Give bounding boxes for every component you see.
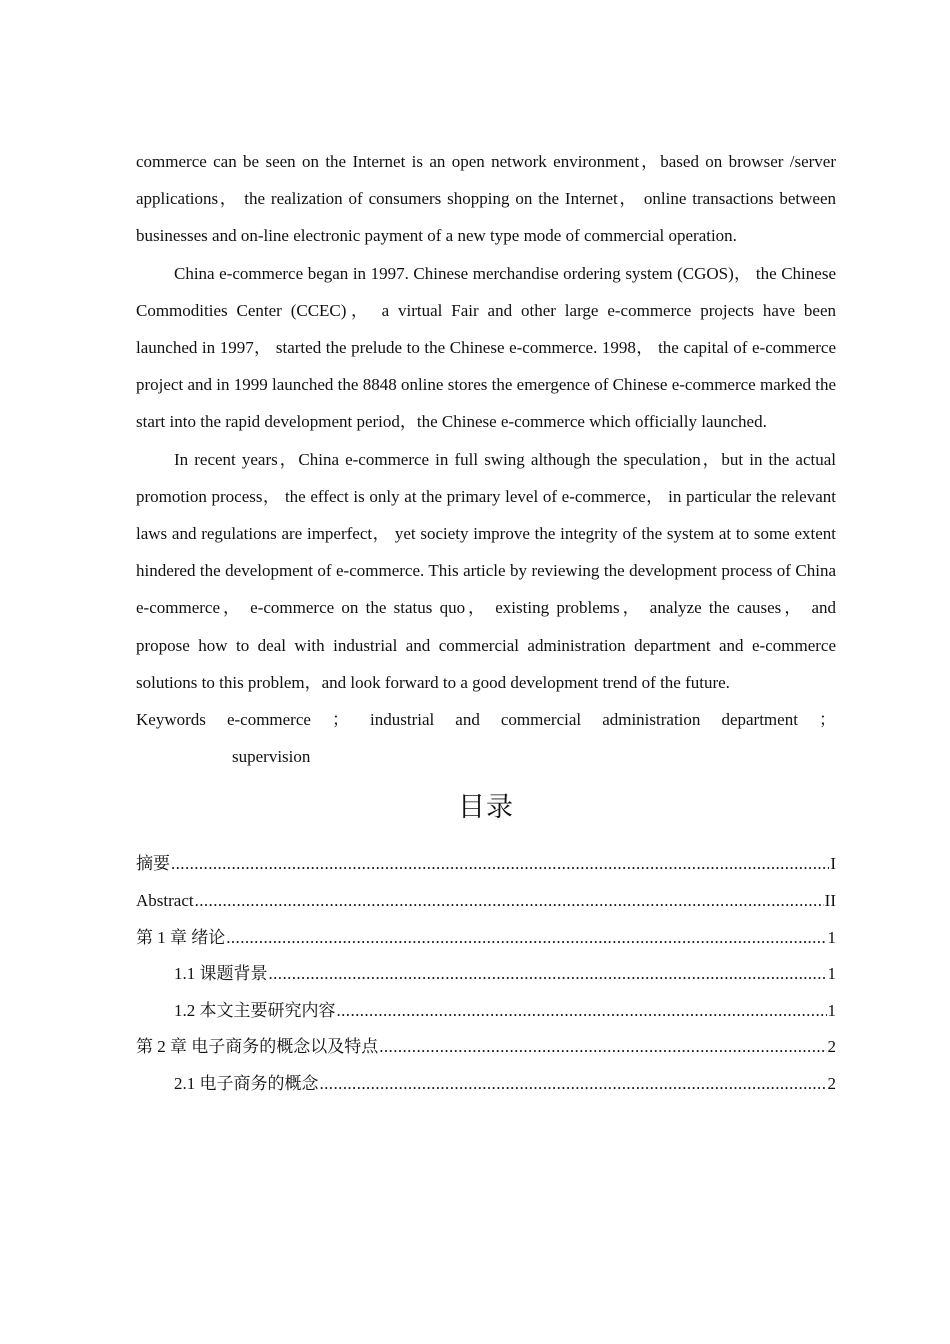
toc-entry[interactable] bbox=[136, 846, 836, 883]
toc-entry-page: II bbox=[824, 891, 836, 911]
abstract-paragraph-1: commerce can be seen on the Internet is an open network environment，based on browser /server applications， the realization of consumers shopping on the Internet， online transactions between businesses and on-line electronic payment of a new type mode of commercial operation. bbox=[136, 152, 836, 246]
toc-entry-label: 第 1 章 绪论 bbox=[136, 927, 226, 947]
toc-entry-label: 第 2 章 电子商务的概念以及特点 bbox=[136, 1037, 379, 1057]
toc-leader-dots bbox=[337, 993, 827, 1030]
toc-entry-label: 1.2 本文主要研究内容 bbox=[174, 1000, 336, 1020]
page-content bbox=[136, 143, 836, 1103]
toc-entry[interactable] bbox=[136, 993, 836, 1030]
table-of-contents bbox=[136, 846, 836, 1102]
keywords-label: Keywords bbox=[136, 710, 206, 730]
toc-entry[interactable] bbox=[136, 956, 836, 993]
toc-entry-page: 1 bbox=[827, 927, 836, 947]
toc-entry-page: 1 bbox=[827, 1000, 836, 1020]
toc-entry-page: 2 bbox=[827, 1074, 836, 1094]
keyword-term: department bbox=[721, 710, 798, 730]
keywords-line-2 bbox=[136, 738, 836, 775]
toc-entry[interactable] bbox=[136, 883, 836, 920]
toc-leader-dots bbox=[171, 846, 829, 883]
toc-entry-label: 2.1 电子商务的概念 bbox=[174, 1074, 319, 1094]
keyword-separator: ； bbox=[331, 710, 349, 730]
toc-entry-page: 1 bbox=[827, 964, 836, 984]
toc-entry-label: 1.1 课题背景 bbox=[174, 964, 268, 984]
keyword-term: industrial bbox=[370, 710, 435, 730]
keyword-term: e-commerce bbox=[226, 710, 311, 730]
toc-entry[interactable] bbox=[136, 1029, 836, 1066]
toc-leader-dots bbox=[320, 1066, 827, 1103]
toc-entry[interactable] bbox=[136, 920, 836, 957]
keywords-block bbox=[136, 701, 836, 775]
keyword-term: and bbox=[455, 710, 480, 730]
keyword-term: administration bbox=[602, 710, 701, 730]
toc-entry-label: 摘要 bbox=[136, 854, 170, 874]
abstract-paragraph-2: China e-commerce began in 1997. Chinese merchandise ordering system (CGOS)， the Chinese Commodities Center (CCEC)， a virtual Fair and other large e-commerce projects have been launched in 1997， started the prelude to the Chinese e-commerce. 1998， the capital of e-commerce project and in 1999 launched the 8848 online stores the emergence of Chinese e-commerce marked the start into the rapid development period，the Chinese e-commerce which officially launched. bbox=[136, 263, 836, 432]
toc-leader-dots bbox=[379, 1029, 826, 1066]
toc-entry-page: I bbox=[830, 854, 836, 874]
toc-entry-page: 2 bbox=[827, 1037, 836, 1057]
abstract-paragraph-3: In recent years，China e-commerce in full swing although the speculation，but in the actual promotion process， the effect is only at the primary level of e-commerce， in particular the relevant laws and regulations are imperfect， yet society improve the integrity of the system at to some extent hindered the development of e-commerce. This article by reviewing the development process of China e-commerce， e-commerce on the status quo， existing problems， analyze the causes， and propose how to deal with industrial and commercial administration department and e-commerce solutions to this problem，and look forward to a good development trend of the future. bbox=[136, 449, 836, 692]
keywords-line-1 bbox=[136, 701, 836, 738]
keyword-term: supervision bbox=[232, 747, 311, 767]
keyword-separator: ； bbox=[818, 710, 836, 730]
keyword-term: commercial bbox=[500, 710, 582, 730]
toc-entry[interactable] bbox=[136, 1066, 836, 1103]
toc-title: 目录 bbox=[458, 792, 514, 824]
toc-leader-dots bbox=[195, 883, 824, 920]
toc-leader-dots bbox=[226, 920, 826, 957]
toc-leader-dots bbox=[269, 956, 827, 993]
toc-entry-label: Abstract bbox=[136, 891, 194, 911]
